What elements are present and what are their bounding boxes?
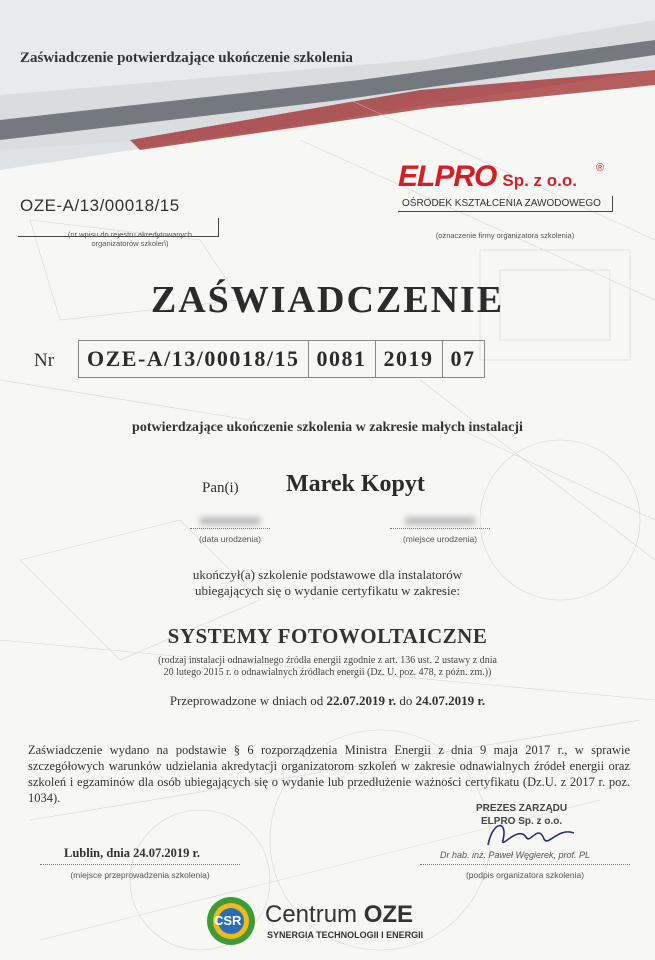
registered-mark-icon: ® [596, 162, 605, 174]
registry-caption-line1: (nr wpisu do rejestru akredytowanych [67, 230, 193, 239]
dates-mid: do [399, 693, 413, 708]
signature-line [420, 864, 630, 865]
registry-caption [40, 230, 220, 248]
centrum-brand [265, 901, 413, 929]
elpro-logo [398, 160, 613, 212]
dates-prefix: Przeprowadzone w dniach od [169, 693, 324, 708]
centrum-oze-logo [205, 895, 455, 950]
brand-strong: OZE [363, 901, 414, 928]
completed-line2: ubiegających się o wydanie certyfikatu w zakresie: [195, 583, 460, 598]
birth-date-redacted [190, 514, 270, 529]
registry-caption-line2: organizatorów szkoleń) [91, 239, 169, 248]
birth-date-caption: (data urodzenia) [199, 534, 261, 544]
signer-title-line1: PREZES ZARZĄDU [476, 803, 568, 814]
header-title: Zaświadczenie potwierdzające ukończenie szkolenia [20, 50, 353, 66]
brand-tagline: SYNERGIA TECHNOLOGII I ENERGII [267, 930, 424, 940]
nr-label: Nr [34, 350, 55, 371]
document-title: ZAŚWIADCZENIE [150, 279, 505, 321]
date-from: 22.07.2019 r. [326, 693, 397, 708]
redaction-blur [405, 517, 475, 525]
scope-note [0, 655, 655, 679]
training-dates [0, 693, 655, 709]
organizer-caption: (oznaczenie firmy organizatora szkolenia) [435, 231, 575, 240]
confirm-text: potwierdzające ukończenie szkolenia w zakresie małych instalacji [132, 420, 523, 435]
completed-line1: ukończył(a) szkolenie podstawowe dla instalatorów [192, 567, 463, 582]
logo-main-text: ELPRO [398, 160, 497, 193]
signer-name: Dr hab. inż. Paweł Węgierek, prof. PL [440, 850, 591, 860]
brand-prefix: Centrum [265, 901, 358, 928]
certificate-number-box [78, 340, 485, 378]
redaction-blur [200, 517, 260, 525]
place-line [40, 864, 240, 865]
pan-label: Pan(i) [202, 480, 239, 496]
recipient-name: Marek Kopyt [286, 471, 425, 497]
training-scope: SYSTEMY FOTOWOLTAICZNE [167, 624, 488, 648]
signature-caption: (podpis organizatora szkolenia) [465, 870, 585, 880]
logo-subtitle: OŚRODEK KSZTAŁCENIA ZAWODOWEGO [398, 196, 613, 212]
scope-note-line1: (rodzaj instalacji odnawialnego źródła energii zgodnie z art. 136 ust. 2 ustawy z dnia [158, 655, 497, 666]
nr-part-year: 2019 [376, 341, 443, 377]
handwritten-signature [478, 815, 588, 855]
legal-basis-paragraph: Zaświadczenie wydano na podstawie § 6 rozporządzenia Ministra Energii z dnia 9 maja 2017 r., w sprawie szczegółowych warunków udzielania akredytacji organizatorom szkoleń w zakresie odnawialnych źródeł energii oraz szkoleń i egzaminów dla osób ubiegających się o wydanie lub przedłużenie ważności certyfikatu (Dz.U. z 2017 r. poz. 1034). [28, 743, 630, 805]
completed-text [0, 567, 655, 599]
scope-note-line2: 20 lutego 2015 r. o odnawialnych źródłach energii (Dz. U. poz. 478, z późn. zm.)) [163, 667, 492, 678]
birth-place-caption: (miejsce urodzenia) [402, 534, 478, 544]
birth-place-redacted [390, 514, 490, 529]
place-caption: (miejsce przeprowadzenia szkolenia) [70, 870, 210, 880]
signer-title-line2: ELPRO Sp. z o.o. [481, 816, 563, 827]
registry-number: OZE-A/13/00018/15 [20, 196, 180, 215]
place-and-date: Lublin, dnia 24.07.2019 r. [64, 846, 201, 860]
nr-part-sequence: 0081 [309, 341, 376, 377]
csr-badge-text: CSR [214, 913, 242, 928]
nr-part-month: 07 [450, 346, 476, 371]
date-to: 24.07.2019 r. [415, 693, 486, 708]
nr-part-registry: OZE-A/13/00018/15 [79, 341, 309, 377]
logo-suffix: Sp. z o.o. [502, 171, 577, 190]
